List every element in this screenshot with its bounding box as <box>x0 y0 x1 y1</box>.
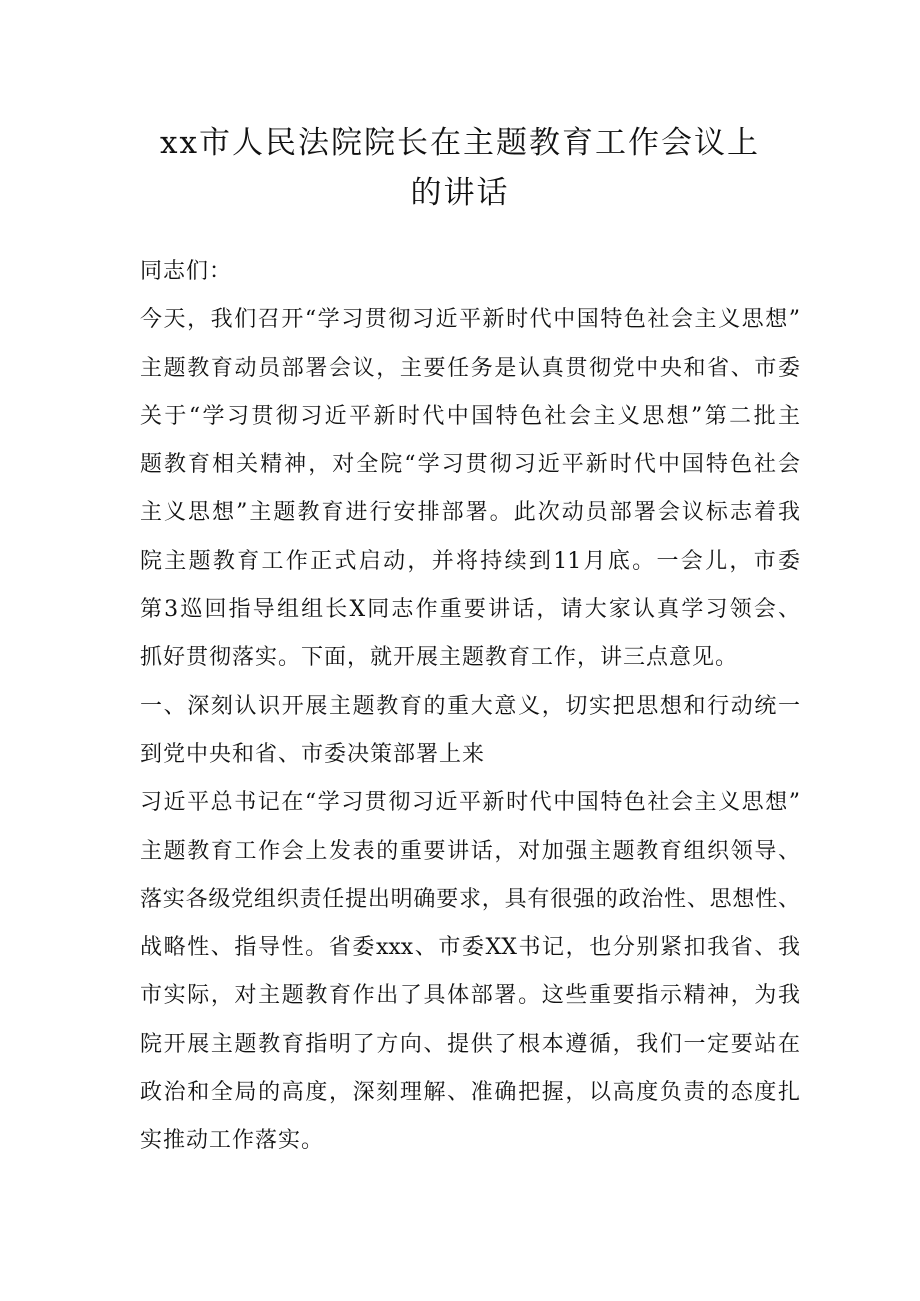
paragraph-line: 落实各级党组织责任提出明确要求，具有很强的政治性、思想性、 <box>140 886 800 912</box>
section-heading-line: 到党中央和省、市委决策部署上来 <box>140 741 486 767</box>
paragraph-line: 关于“学习贯彻习近平新时代中国特色社会主义思想”第二批主 <box>140 403 800 429</box>
paragraph-line: 主义思想”主题教育进行安排部署。此次动员部署会议标志着我 <box>140 500 800 526</box>
paragraph-line: 市实际，对主题教育作出了具体部署。这些重要指示精神，为我 <box>140 983 800 1009</box>
document-title-line-1: xx市人民法院院长在主题教育工作会议上 <box>160 125 760 161</box>
paragraph-line: 主题教育动员部署会议，主要任务是认真贯彻党中央和省、市委 <box>140 355 800 381</box>
paragraph-line: 主题教育工作会上发表的重要讲话，对加强主题教育组织领导、 <box>140 838 800 864</box>
paragraph-line: 习近平总书记在“学习贯彻习近平新时代中国特色社会主义思想” <box>140 790 800 816</box>
salutation: 同志们： <box>140 259 233 284</box>
paragraph-line: 战略性、指导性。省委xxx、市委XX书记，也分别紧扣我省、我 <box>140 935 800 961</box>
paragraph-line: 第3巡回指导组组长X同志作重要讲话，请大家认真学习领会、 <box>140 597 800 623</box>
section-heading-line: 一、深刻认识开展主题教育的重大意义，切实把思想和行动统一 <box>140 693 800 719</box>
paragraph-line: 抓好贯彻落实。下面，就开展主题教育工作，讲三点意见。 <box>140 645 739 671</box>
paragraph-line: 今天，我们召开“学习贯彻习近平新时代中国特色社会主义思想” <box>140 307 800 333</box>
document-body <box>140 248 800 1166</box>
paragraph-line: 院开展主题教育指明了方向、提供了根本遵循，我们一定要站在 <box>140 1031 800 1057</box>
paragraph-line: 政治和全局的高度，深刻理解、准确把握，以高度负责的态度扎 <box>140 1080 800 1106</box>
paragraph-line: 题教育相关精神，对全院“学习贯彻习近平新时代中国特色社会 <box>140 452 800 478</box>
paragraph-line: 院主题教育工作正式启动，并将持续到11月底。一会儿，市委 <box>140 548 800 574</box>
document-title-line-2: 的讲话 <box>410 175 510 211</box>
paragraph-line: 实推动工作落实。 <box>140 1128 325 1154</box>
